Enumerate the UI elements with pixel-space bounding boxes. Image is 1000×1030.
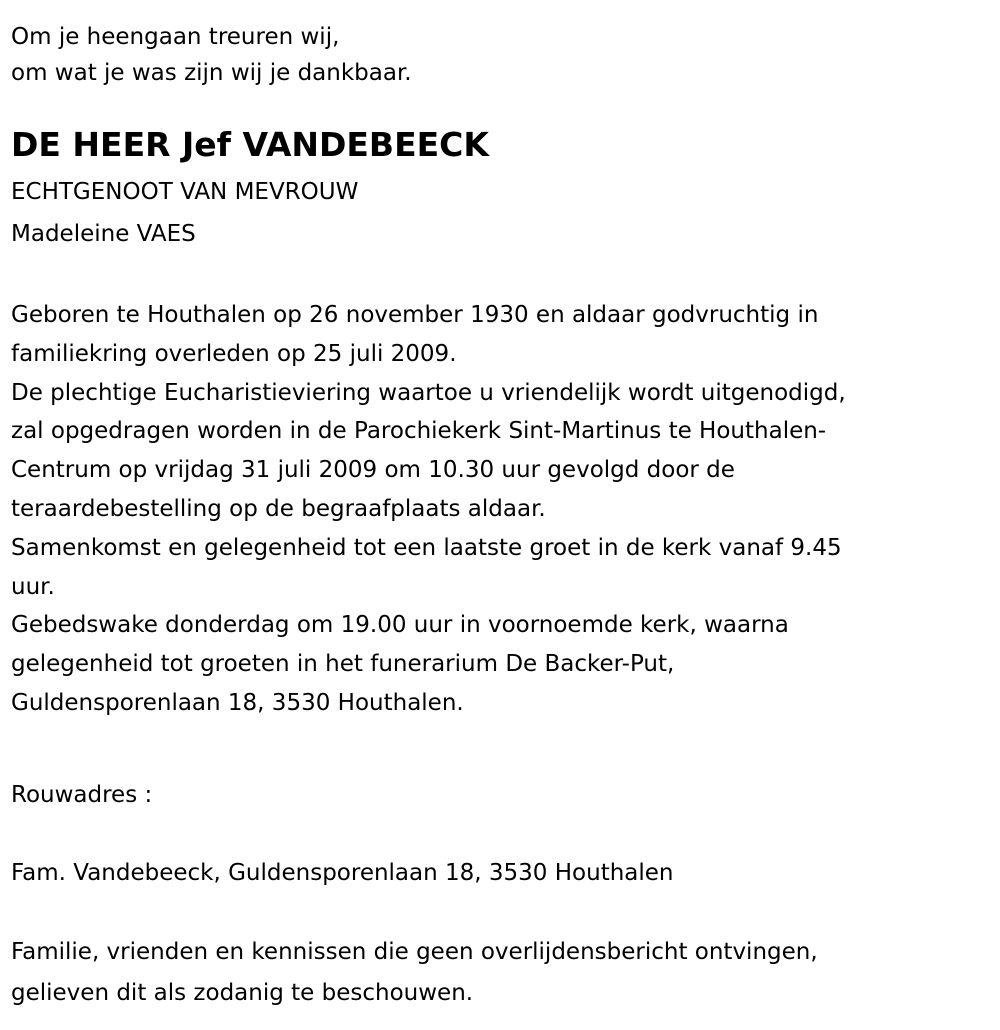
body-line: gelegenheid tot groeten in het funerarium De Backer-Put,	[11, 651, 675, 678]
body-line: teraardebestelling op de begraafplaats aldaar.	[11, 495, 546, 522]
rouwadres-address: Fam. Vandebeeck, Guldensporenlaan 18, 3530 Houthalen	[11, 860, 674, 886]
deceased-name: DE HEER Jef VANDEBEECK	[11, 125, 489, 164]
intro-line: om wat je was zijn wij je dankbaar.	[11, 60, 412, 86]
body-line: zal opgedragen worden in de Parochiekerk Sint-Martinus te Houthalen-	[11, 418, 827, 445]
spouse-label: ECHTGENOOT VAN MEVROUW	[11, 179, 359, 205]
body-line: Samenkomst en gelegenheid tot een laatste groet in de kerk vanaf 9.45	[11, 534, 842, 561]
rouwadres-label: Rouwadres :	[11, 782, 153, 808]
body-line: Guldensporenlaan 18, 3530 Houthalen.	[11, 689, 464, 716]
announcement-body	[11, 296, 846, 723]
body-line: Centrum op vrijdag 31 juli 2009 om 10.30 uur gevolgd door de	[11, 457, 735, 484]
intro-line: Om je heengaan treuren wij,	[11, 24, 340, 50]
body-line: De plechtige Eucharistieviering waartoe u vriendelijk wordt uitgenodigd,	[11, 379, 846, 406]
spouse-info	[11, 171, 358, 255]
body-line: familiekring overleden op 25 juli 2009.	[11, 340, 457, 367]
spouse-name: Madeleine VAES	[11, 221, 196, 247]
intro-verse	[11, 19, 412, 91]
body-line: uur.	[11, 573, 55, 600]
closing-line: Familie, vrienden en kennissen die geen overlijdensbericht ontvingen,	[11, 939, 818, 965]
closing-line: gelieven dit als zodanig te beschouwen.	[11, 980, 474, 1006]
closing-note	[11, 932, 818, 1014]
body-line: Geboren te Houthalen op 26 november 1930 en aldaar godvruchtig in	[11, 302, 819, 328]
body-line: Gebedswake donderdag om 19.00 uur in voornoemde kerk, waarna	[11, 612, 789, 639]
